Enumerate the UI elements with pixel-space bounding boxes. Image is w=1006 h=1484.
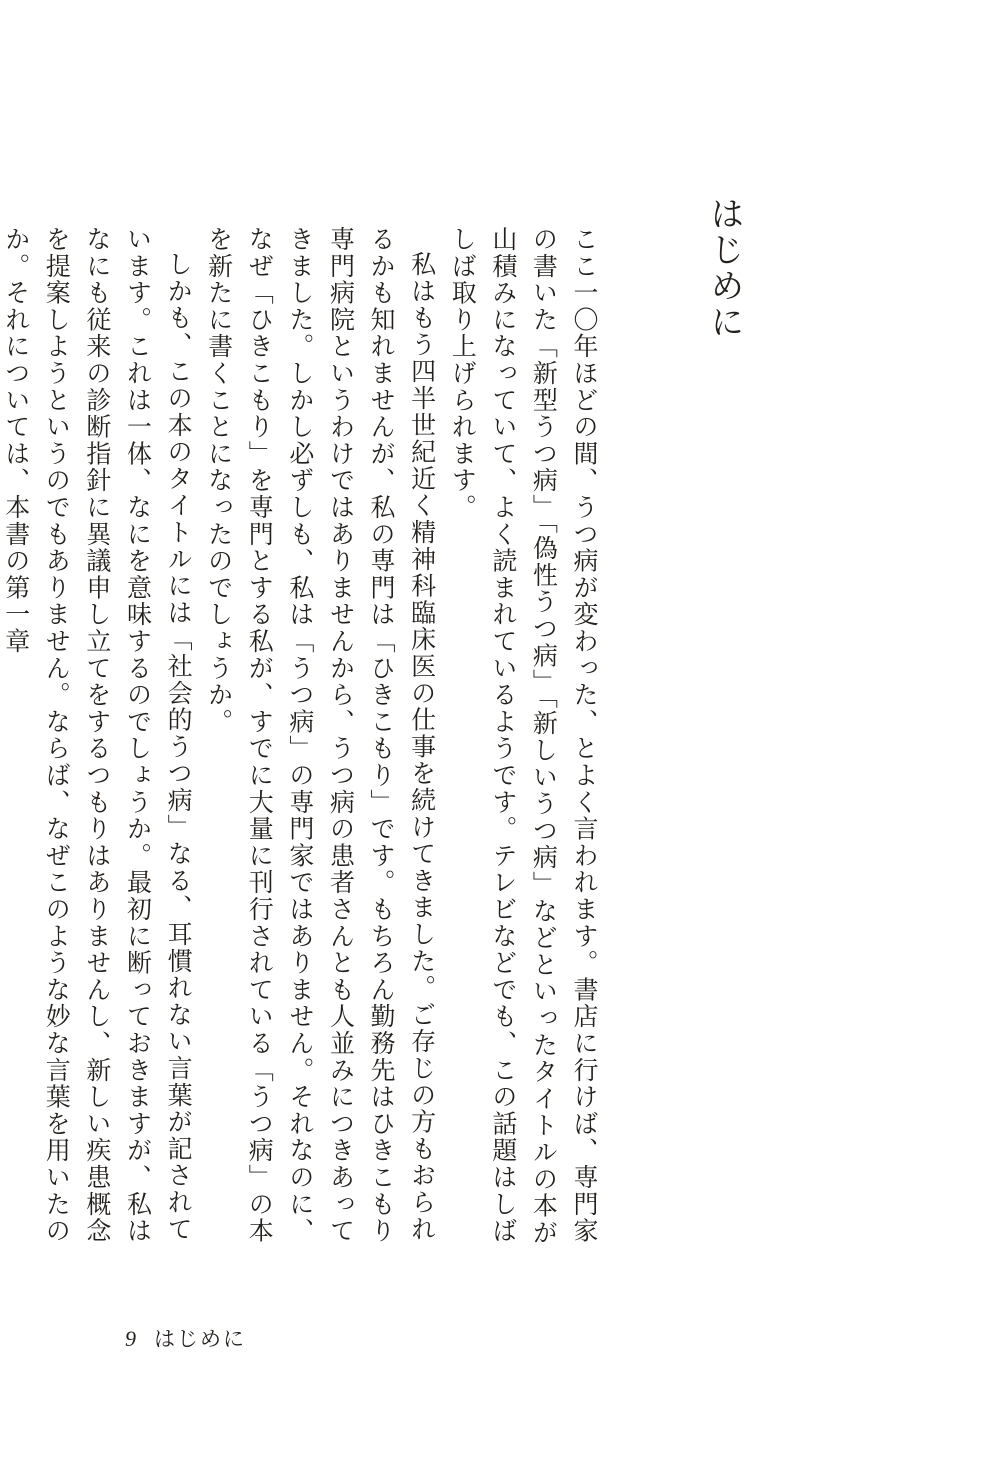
- paragraph: しかも、この本のタイトルには「社会的うつ病」なる、耳慣れない言葉が記されています。これは一体、なにを意味するのでしょうか。最初に断っておきますが、私はなにも従来の診断指針に異議申し立てをするつもりはありませんし、新しい疾患概念を提案しようというのでもありません。ならば、なぜこのような妙な言葉を用いたのか。それについては、本書の第一章: [1, 226, 194, 1245]
- paragraph: 私はもう四半世紀近く精神科臨床医の仕事を続けてきました。ご存じの方もおられるかも知れませんが、私の専門は「ひきこもり」です。もちろん勤務先はひきこもり専門病院というわけではありませんから、うつ病の患者さんとも人並みにつきあってきました。しかし必ずしも、私は「うつ病」の専門家ではありません。それなのに、なぜ「ひきこもり」を専門とする私が、すでに大量に刊行されている「うつ病」の本を新たに書くことになったのでしょうか。: [204, 226, 437, 1245]
- body-text: [1, 226, 604, 1266]
- running-head: はじめに: [154, 1327, 246, 1351]
- chapter-title: はじめに: [704, 196, 744, 340]
- paragraph: ここ一〇年ほどの間、うつ病が変わった、とよく言われます。書店に行けば、専門家の書いた「新型うつ病」「偽性うつ病」「新しいうつ病」などといったタイトルの本が山積みになっていて、よく読まれているようです。テレビなどでも、この話題はしばしば取り上げられます。: [448, 226, 599, 1247]
- page-number: 9: [125, 1326, 136, 1351]
- page-footer: [125, 1323, 246, 1355]
